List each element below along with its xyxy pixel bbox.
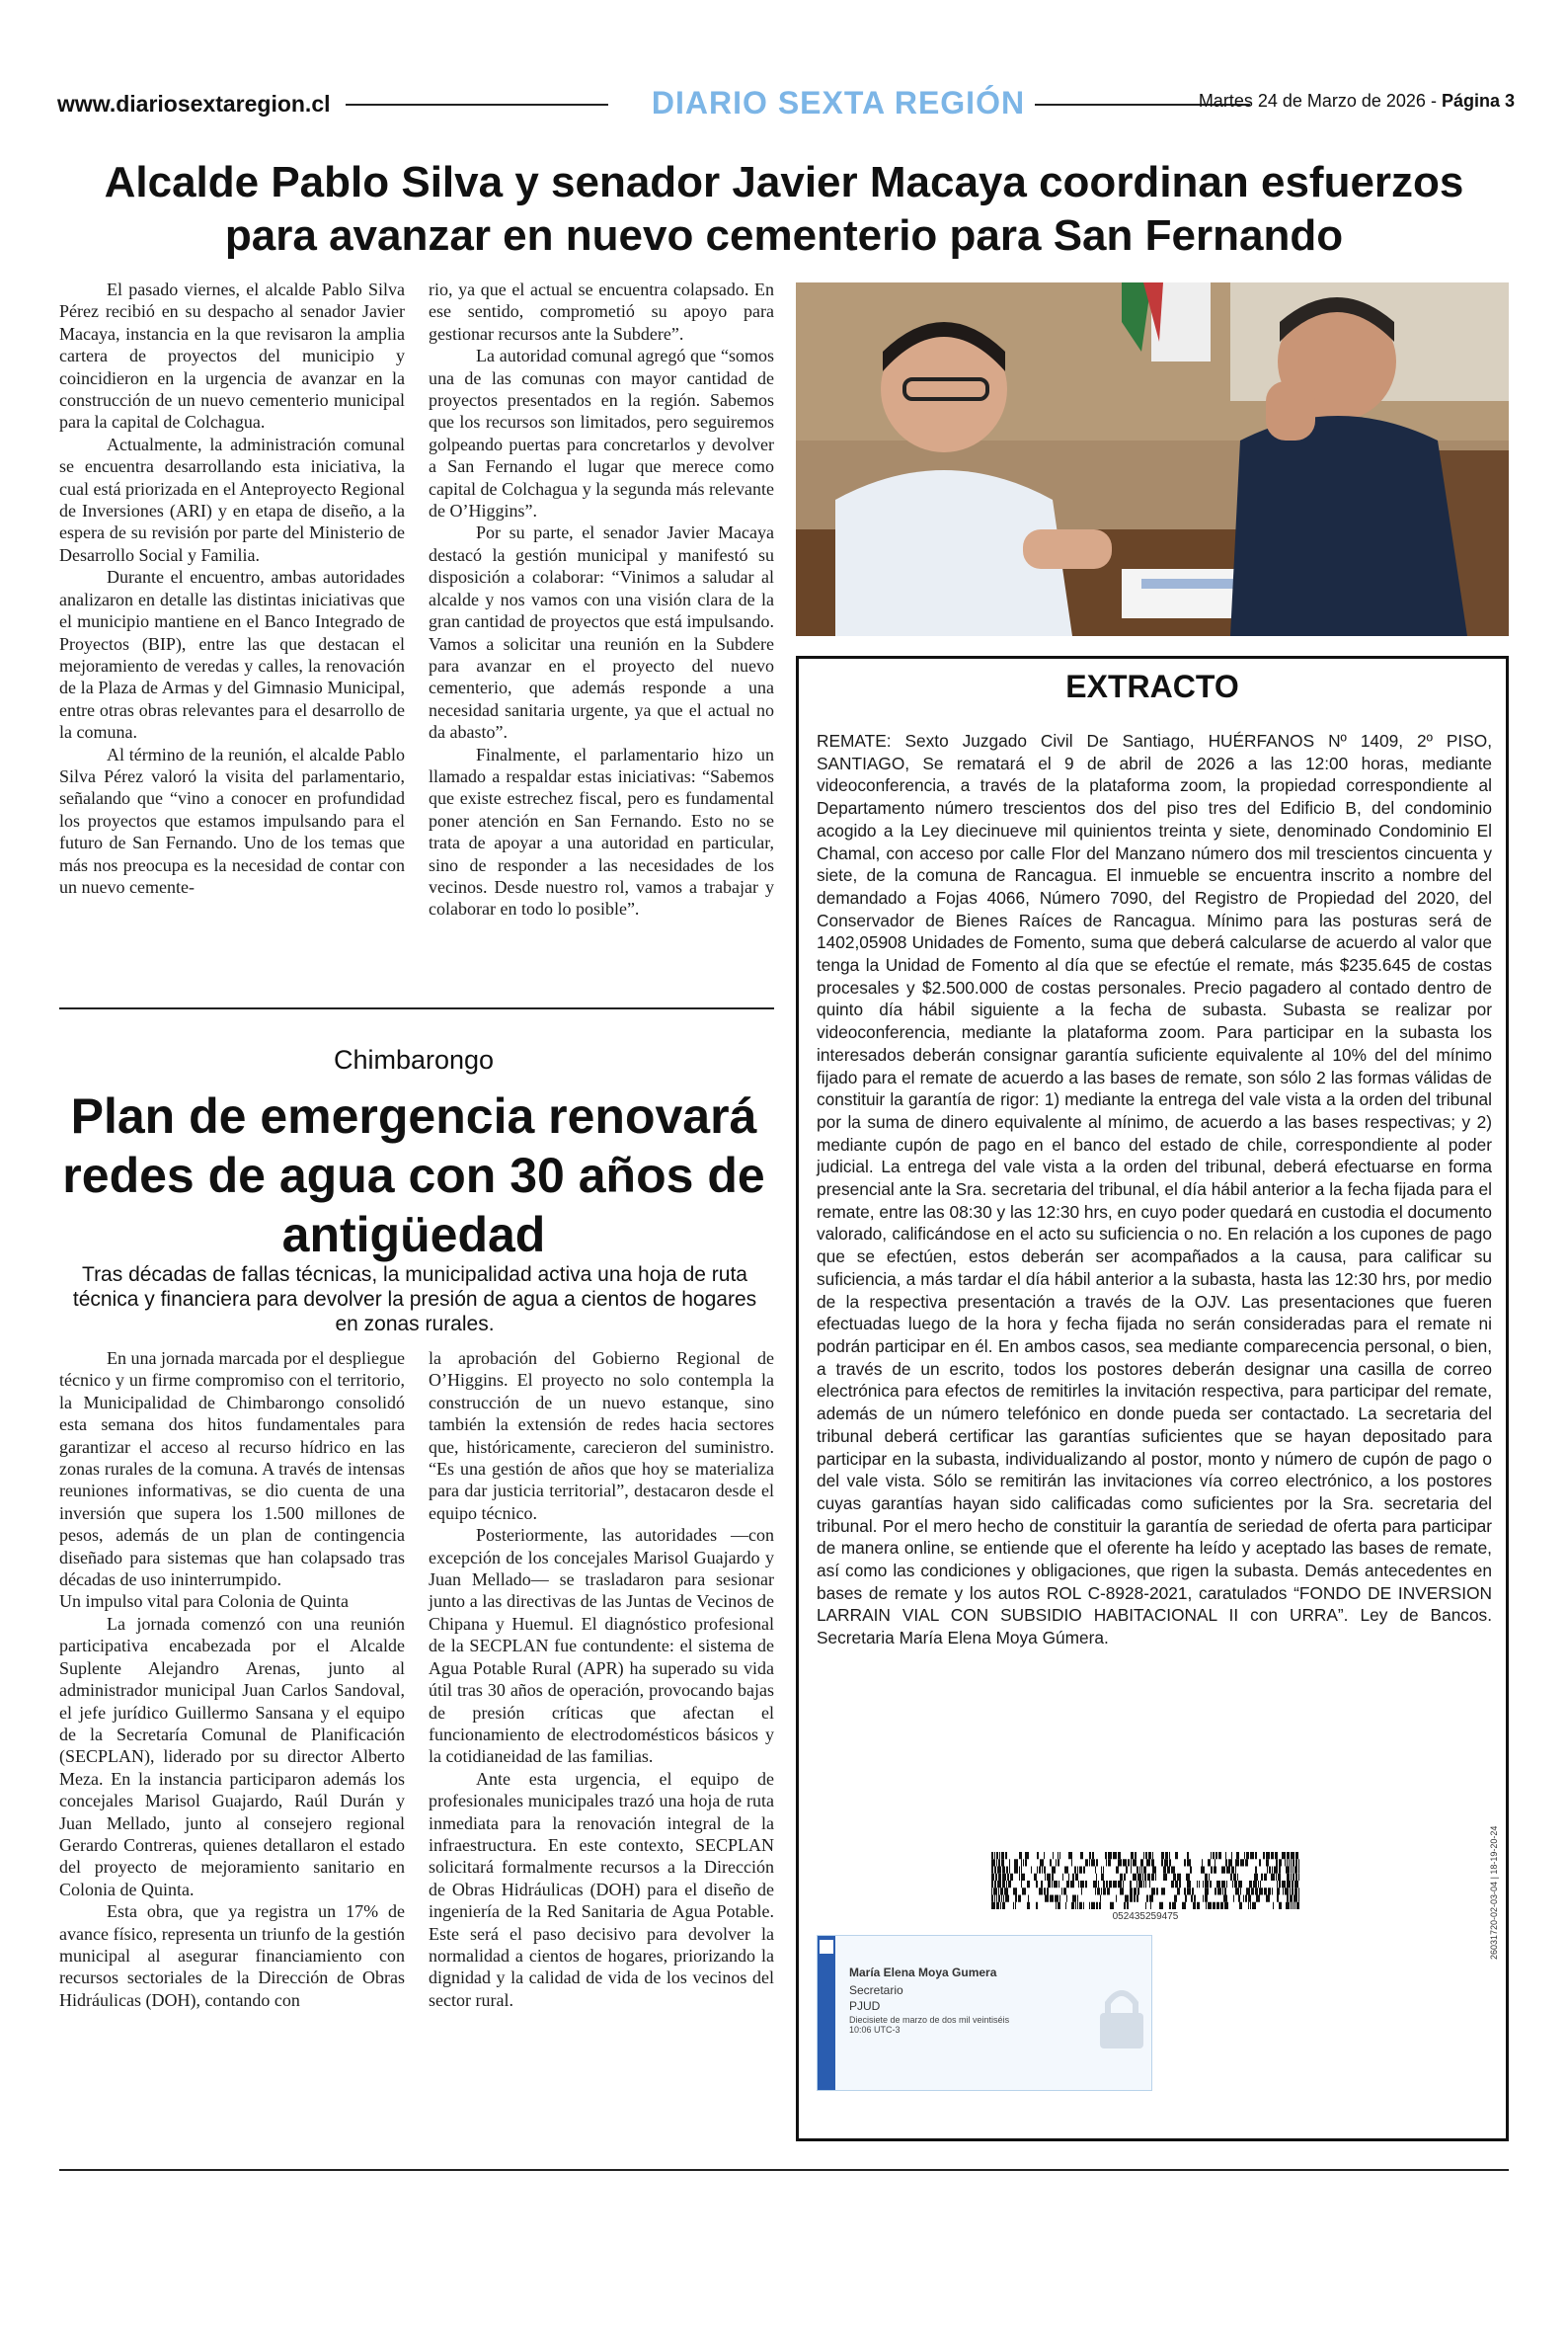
article1-paragraph: El pasado viernes, el alcalde Pablo Silva Pérez recibió en su despacho al senador Javier Macaya, instancia en la que revisaron la amplia cartera de proyectos del municipio y coincidieron en la urgencia de avanzar en la construcción de un nuevo cementerio municipal para la capital de Colchagua. xyxy=(59,280,405,433)
article1-headline: Alcalde Pablo Silva y senador Javier Macaya coordinan esfuerzos para avanzar en nuevo cementerio para San Fernando xyxy=(104,158,1464,260)
site-url[interactable]: www.diariosextaregion.cl xyxy=(57,91,331,117)
article2-paragraph: Ante esta urgencia, el equipo de profesionales municipales trazó una hoja de ruta inmediata para la renovación integral de la infraestructura. En este contexto, SECPLAN solicitará formalmente recursos a la Dirección de Obras Hidráulicas (DOH) para el diseño de ingeniería de la Red Sanitaria de Agua Potable. Este será el paso decisivo para devolver la normalidad a cientos de hogares, priorizando la dignidad y la calidad de vida de los vecinos del sector rural. xyxy=(429,1768,774,2010)
article2-paragraph: Posteriormente, las autoridades —con excepción de los concejales Marisol Guajardo y Juan Mellado— se trasladaron para sesionar junto a las directivas de las Juntas de Vecinos de Chipana y Huemul. El diagnóstico profesional de la SECPLAN fue contundente: el sistema de Agua Potable Rural (APR) ha superado su vida útil tras 30 años de operación, provocando bajas de presión críticas que afectan el funcionamiento de electrodomésticos básicos y la cotidianeidad de las familias. xyxy=(429,1525,774,1767)
article2-column-2 xyxy=(429,1347,774,2011)
header-rule-left xyxy=(346,104,608,106)
article1-paragraph: La autoridad comunal agregó que “somos una de las comunas con mayor cantidad de proyectos presentados en la región. Sabemos que los recursos son limitados, pero seguiremos golpeando puertas para concretarlos y devolver a San Fernando el lugar que merece como capital de Colchagua y la segunda más relevante de O’Higgins”. xyxy=(429,346,774,522)
signature-date: Diecisiete de marzo de dos mil veintiséis xyxy=(849,2015,1010,2025)
side-verification-code xyxy=(1486,1825,1500,1963)
article2-column-1 xyxy=(59,1347,405,2011)
signer-role: Secretario xyxy=(849,1983,903,1997)
section-divider xyxy=(59,1007,774,1009)
article2-paragraph: En una jornada marcada por el despliegue técnico y un firme compromiso con el territorio, la Municipalidad de Chimbarongo consolidó esta semana dos hitos fundamentales para garantizar el acceso al recurso hídrico en las zonas rurales de la comuna. A través de intensas reuniones informativas, se dio cuenta de una inversión que supera los 1.500 millones de pesos, además de un plan de contingencia diseñado para sistemas que han colapsado tras décadas de uso ininterrumpido. xyxy=(59,1348,405,1590)
article1-paragraph: Por su parte, el senador Javier Macaya destacó la gestión municipal y manifestó su disposición a colaborar: “Vinimos a saludar al alcalde y nos vamos con una visión clara de la gran cantidad de proyectos que está impulsando. Vamos a solicitar una reunión en la Subdere para avanzar en el proyecto del nuevo cementerio, que además responde a una necesidad sanitaria urgente, ya que el actual no da abasto”. xyxy=(429,522,774,743)
article2-headline: Plan de emergencia renovará redes de agua con 30 años de antigüedad xyxy=(62,1088,765,1262)
page-number: Página 3 xyxy=(1441,91,1515,111)
legal-notice-box xyxy=(796,656,1509,2141)
barcode-number: 052435259475 xyxy=(1112,1911,1179,1922)
article1-photo xyxy=(796,282,1509,636)
signature-time: 10:06 UTC-3 xyxy=(849,2025,901,2035)
side-code-text: 26031720-02-03-04 | 18-19-20-24 xyxy=(1489,1825,1499,1960)
pjud-logo-icon xyxy=(820,1940,833,1954)
article2-paragraph: Esta obra, que ya registra un 17% de avance físico, representa un triunfo de la gestión municipal al asegurar financiamiento con recursos sectoriales de la Dirección de Obras Hidráulicas (DOH), contando con xyxy=(59,1901,405,2010)
article1-paragraph: Finalmente, el parlamentario hizo un llamado a respaldar estas iniciativas: “Sabemos que existe estrechez fiscal, pero es fundamental poner atención en San Fernando. Esto no se trata de apoyar a una autoridad en particular, sino de responder a las necesidades de los vecinos. Desde nuestro rol, vamos a trabajar y colaborar en todo lo posible”. xyxy=(429,744,774,920)
article1-column-2 xyxy=(429,279,774,921)
article1-paragraph: Actualmente, la administración comunal se encuentra desarrollando esta iniciativa, la cual está priorizada en el Anteproyecto Regional de Inversiones (ARI) y en etapa de diseño, a la espera de su revisión por parte del Ministerio de Desarrollo Social y Familia. xyxy=(59,434,405,565)
issue-date: Martes 24 de Marzo de 2026 - xyxy=(1198,91,1437,111)
newspaper-brand: DIARIO SEXTA REGIÓN xyxy=(651,85,1026,120)
lock-icon xyxy=(1094,1983,1149,2052)
legal-notice-title: EXTRACTO xyxy=(1065,669,1239,704)
electronic-signature-stamp xyxy=(817,1935,1152,2091)
meeting-photo-illustration xyxy=(796,282,1509,636)
article2-paragraph: La jornada comenzó con una reunión participativa encabezada por el Alcalde Suplente Alejandro Arenas, junto al administrador municipal Juan Carlos Sandoval, el jefe jurídico Guillermo Sansana y el equipo de la Secretaría Comunal de Planificación (SECPLAN), liderado por su director Alberto Meza. En la instancia participaron además los concejales Marisol Guajardo, Raúl Durán y Juan Mellado, junto al consejero regional Gerardo Contreras, quienes detallaron el estado del proyecto de mejoramiento sanitario en Colonia de Quinta. xyxy=(59,1613,405,1899)
pdf417-barcode xyxy=(991,1852,1299,1909)
article1-column-1 xyxy=(59,279,405,898)
article1-paragraph: Al término de la reunión, el alcalde Pablo Silva Pérez valoró la visita del parlamentario, señalando que “vino a conocer en profundidad los proyectos que estamos impulsando para el futuro de San Fernando. Uno de los temas que más nos preocupa es la necesidad de contar con un nuevo cemente- xyxy=(59,744,405,897)
signature-brand-strip xyxy=(818,1936,835,2090)
article2-deck: Tras décadas de fallas técnicas, la municipalidad activa una hoja de ruta técnica y financiera para devolver la presión de agua a cientos de hogares en zonas rurales. xyxy=(72,1263,757,1335)
article1-paragraph: Durante el encuentro, ambas autoridades analizaron en detalle las distintas iniciativas que el municipio mantiene en el Banco Integrado de Proyectos (BIP), entre las que destacan el mejoramiento de veredas y calles, la renovación de la Plaza de Armas y del Gimnasio Municipal, entre otras obras relevantes para el desarrollo de la comuna. xyxy=(59,567,405,743)
masthead xyxy=(57,85,1515,124)
signer-org: PJUD xyxy=(849,1999,881,2013)
article2-kicker: Chimbarongo xyxy=(333,1045,495,1075)
legal-notice-body: REMATE: Sexto Juzgado Civil De Santiago, HUÉRFANOS Nº 1409, 2º PISO, SANTIAGO, Se rematará el 9 de abril de 2026 a las 12:00 horas, mediante videoconferencia, a través de la plataforma zoom, la propiedad correspondiente al Departamento número trescientos dos del piso tres del Edificio B, del condominio acogido a la Ley diecinueve mil quinientos treinta y siete, denominado Condominio El Chamal, con acceso por calle Flor del Manzano número dos mil trescientos cincuenta y siete, de la comuna de Rancagua. El inmueble se encuentra inscrito a nombre del demandado a Fojas 4066, Número 7090, del Registro de Propiedad del 2020, del Conservador de Bienes Raíces de Rancagua. Mínimo para las posturas será de 1402,05908 Unidades de Fomento, suma que deberá calcularse de acuerdo al valor que tenga la Unidad de Fomento al día que se efectúe el remate, más $235.645 de costas procesales y $2.500.000 de costas personales. Precio pagadero al contado dentro de quinto día hábil siguiente a la fecha de subasta. Subasta se realizar por videoconferencia, mediante la plataforma zoom. Para participar en la subasta los interesados deberán consignar garantía suficiente equivalente al 10% del del mínimo fijado para el remate de acuerdo a las bases de remate, son sólo 2 las formas válidas de constituir la garantía de rigor: 1) mediante la entrega del vale vista a la orden del tribunal por la suma de dinero equivalente al mínimo, de acuerdo a las bases respectivas; y 2) mediante cupón de pago en el banco del estado de chile, correspondiente al poder judicial. La entrega del vale vista a la orden del tribunal, deberá efectuarse en forma presencial ante la Sra. secretaria del tribunal, el día hábil anterior a la fecha fijada para el remate, entre las 08:30 y las 12:30 hrs, en cuyo poder quedará en custodia el documento valorado, calificándose en el acto su suficiencia o no. En relación a los cupones de pago que se efectúen, estos deberán ser acompañados a la causa, para calificar su suficiencia, a más tardar el día hábil anterior a la subasta, hasta las 12:30 hrs, por medio de la respectiva presentación a través de la OJV. Las presentaciones que fueren efectuadas luego de la hora y fecha fijada no serán consideradas para el remate ni podrán participar en él. En ambos casos, sea mediante comparecencia personal, o bien, a través de un escrito, todos los postores deberán designar una casilla de correo electrónica para efectos de remitirles la invitación respectiva, para participar del remate, además de un número telefónico en donde pueda ser contactado. La secretaria del tribunal deberá certificar las garantías suficientes que se hayan depositado para participar en la subasta, individualizando al postor, monto y número de cupón de pago o del vale vista. Sólo se remitirán las invitaciones vía correo electrónico, a los postores cuyas garantías hayan sido calificadas como suficientes por la Sra. secretaria del tribunal. Por el mero hecho de constituir la garantía de seriedad de oferta para participar de manera online, se entiende que el oferente ha leído y aceptado las bases de remate, así como las condiciones y obligaciones, que rigen la subasta. Demás antecedentes en bases de remate y los autos ROL C-8928-2021, caratulados “FONDO DE INVERSION LARRAIN VIAL CON SUBSIDIO HABITACIONAL II con URRA”. Ley de Bancos. Secretaria María Elena Moya Gúmera. xyxy=(817,731,1493,1648)
signer-name: María Elena Moya Gumera xyxy=(849,1966,997,1979)
article1-paragraph: rio, ya que el actual se encuentra colapsado. En ese sentido, comprometió su apoyo para gestionar recursos ante la Subdere”. xyxy=(429,280,774,344)
article2-subheading: Un impulso vital para Colonia de Quinta xyxy=(59,1591,349,1612)
page-bottom-rule xyxy=(59,2169,1509,2171)
signature-timestamp xyxy=(849,2015,1009,2035)
issue-date-line xyxy=(1199,91,1515,112)
article2-paragraph: la aprobación del Gobierno Regional de O’Higgins. El proyecto no solo contempla la construcción de un nuevo estanque, sino también la extensión de redes hacia sectores que, históricamente, carecieron del suministro. “Es una gestión de años que hoy se materializa para dar justicia territorial”, destacaron desde el equipo técnico. xyxy=(429,1348,774,1523)
